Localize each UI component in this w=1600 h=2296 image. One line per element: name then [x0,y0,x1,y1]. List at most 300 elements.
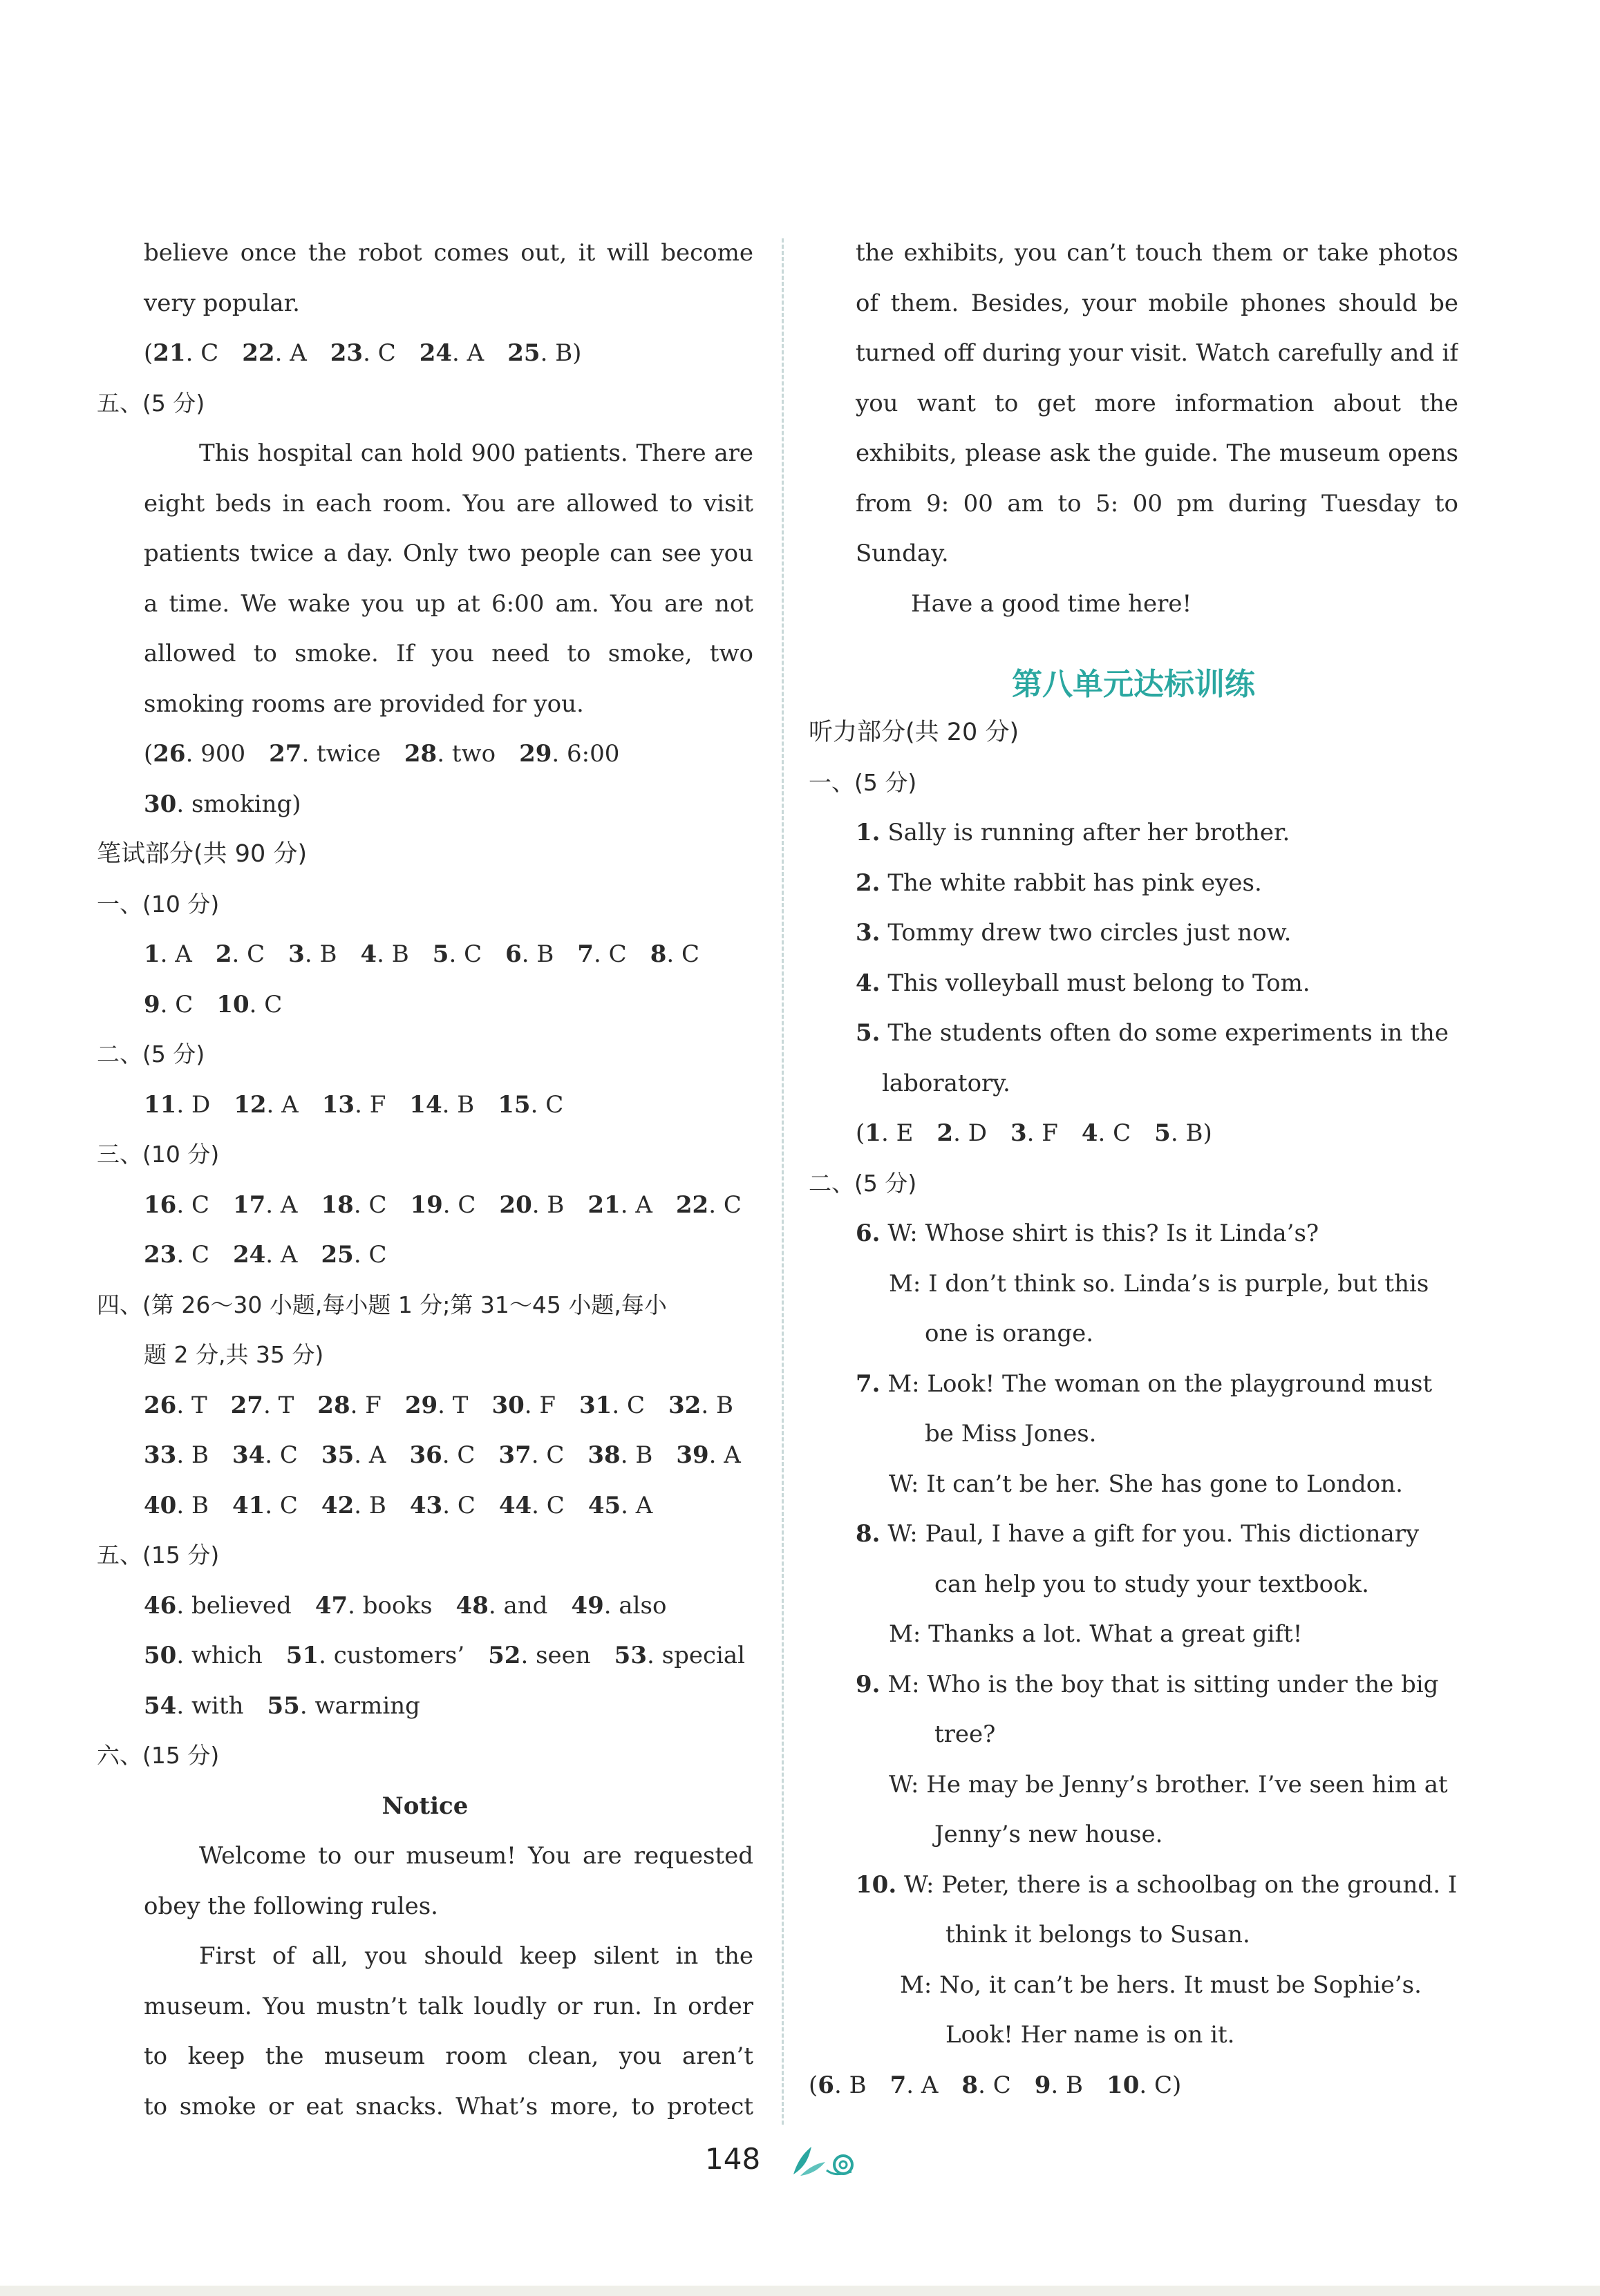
answer-value: C [175,990,194,1018]
answer-number: 41 [232,1491,265,1519]
dialogue-line: tree? [934,1720,996,1748]
answer-number: 5 [1154,1119,1171,1147]
answer-value: D [191,1090,211,1119]
answer-item: 4. B [360,940,409,968]
text-line: believe once the robot comes out, it will become [144,239,753,267]
answer-row [97,1681,753,1732]
answer-value: C [279,1441,298,1469]
answer-item: 48. and [455,1591,548,1620]
answer-item: 8. C [650,940,699,968]
answer-value: C [992,2071,1011,2099]
answer-item: 37. C [498,1441,565,1469]
answer-number: 50 [144,1642,177,1669]
answer-value: 900 [200,740,246,768]
text-line: Have a good time here! [911,589,1192,618]
answer-value: B [391,940,409,968]
section-header: 二、(5 分) [809,1169,917,1197]
answer-number: 26 [144,1391,177,1419]
text-line: the exhibits, you can’t touch them or take photos [856,239,1458,267]
answer-number: 29 [519,740,552,768]
answer-value: C [546,1441,565,1469]
answer-item: 14. B [409,1090,475,1119]
answer-value: B [191,1491,209,1519]
text-line: you want to get more information about the [856,389,1458,417]
text-line: This hospital can hold 900 patients. There are [199,439,753,467]
answer-number: 26 [153,740,186,768]
answer-number: 7 [890,2071,907,2099]
answer-number: 10 [1107,2071,1140,2099]
answer-item: 41. C [232,1491,298,1519]
answer-number: 3 [1010,1119,1027,1147]
answer-number: 21 [587,1190,621,1219]
answer-value: C [681,940,699,968]
answer-item: 30. F [491,1391,556,1419]
answer-value: C [368,1190,387,1219]
answer-number: 34 [232,1441,265,1469]
answer-number: 23 [144,1241,177,1269]
answer-row [97,1381,753,1431]
answer-item: 10. C) [1107,2071,1182,2099]
answer-value: twice [317,740,381,768]
answer-item: 2. D [937,1119,987,1147]
answer-row: (1. E 2. D 3. F 4. C 5. B) [809,1108,1458,1159]
answer-item: 53. special [614,1642,746,1669]
answer-row [97,1180,753,1231]
answer-number: 20 [499,1190,532,1219]
answer-value: two [451,740,496,768]
answer-value: A [368,1441,386,1469]
dialogue-line: think it belongs to Susan. [945,1921,1250,1948]
answer-value: C [545,1090,564,1119]
answer-value: C [1113,1119,1131,1147]
answer-value: C [191,1190,209,1219]
answer-item: 21. A [587,1190,652,1219]
answer-number: 54 [144,1691,177,1720]
answer-number: 25 [321,1241,354,1269]
answer-number: 18 [321,1190,354,1219]
answer-number: 4 [360,940,377,968]
answer-number: 52 [488,1642,521,1669]
answer-value: C [191,1241,209,1269]
answer-item: 23. C [330,339,396,367]
answer-item: 11. D [144,1090,211,1119]
answer-value: T [278,1391,294,1419]
listening-item: 1. Sally is running after her brother. [856,819,1290,846]
leaf-logo-icon [788,2140,864,2181]
dialogue-line: 7. M: Look! The woman on the playground must [856,1369,1433,1398]
answer-value: A [290,339,307,367]
answer-item: 19. C [410,1190,476,1219]
answer-row: 30. smoking) [144,790,301,818]
answer-list [153,339,581,367]
answer-item: 17. A [232,1190,298,1219]
answer-value: C [457,1491,476,1519]
answer-number: 7 [577,940,594,968]
section-header: 六、(15 分) [97,1742,220,1769]
answer-item: 29. T [404,1391,469,1419]
answer-value: F [539,1391,556,1419]
answer-item: 46. believed [144,1591,292,1620]
answer-item: 26. T [144,1391,207,1419]
text-line: to smoke or eat snacks. What’s more, to protect [144,2092,753,2121]
answer-item: 25. B) [507,339,582,367]
answer-number: 28 [317,1391,350,1419]
dialogue-line: 9. M: Who is the boy that is sitting under the big [856,1670,1439,1698]
answer-item: 28. F [317,1391,382,1419]
answer-item: 10. C [216,990,283,1018]
unit-title: 第八单元达标训练 [1012,667,1255,702]
answer-row: (26. 900 27. twice 28. two 29. 6:00 [97,729,753,779]
answer-value: customers’ [333,1642,465,1669]
text-line: to keep the museum room clean, you aren’t [144,2042,753,2070]
answer-item: 9. B [1034,2071,1084,2099]
answer-number: 3 [288,940,305,968]
answer-number: 8 [961,2071,979,2099]
answer-value: which [191,1642,263,1669]
answer-value: F [369,1090,386,1119]
answer-number: 1 [144,940,160,968]
answer-number: 17 [232,1190,266,1219]
answer-list [865,1119,1212,1147]
answer-item: 16. C [144,1190,209,1219]
answer-number: 30 [491,1391,525,1419]
answer-number: 28 [404,740,437,768]
listening-item: 2. The white rabbit has pink eyes. [856,869,1262,897]
answer-item: 25. C [321,1241,387,1269]
answer-item: 5. C [432,940,482,968]
dialogue-line: 6. W: Whose shirt is this? Is it Linda’s? [856,1220,1319,1247]
answer-value: seen [536,1642,591,1669]
answer-item: 33. B [144,1441,209,1469]
answer-value: A [635,1190,652,1219]
answer-item: 15. C [498,1090,564,1119]
answer-item: 22. A [242,339,307,367]
text-line: Sunday. [856,540,949,567]
answer-item: 9. C [144,990,194,1018]
answer-item: 20. B [499,1190,565,1219]
listening-item: 5. The students often do some experiments in the [856,1019,1449,1047]
answer-value: A [280,1190,298,1219]
answer-item: 28. two [404,740,496,768]
answer-value: B [635,1441,653,1469]
answer-item: 43. C [409,1491,476,1519]
answer-number: 16 [144,1190,177,1219]
answer-value: A [280,1241,298,1269]
answer-item: 23. C [144,1241,209,1269]
answer-item: 26. 900 [153,740,246,768]
answer-item: 12. A [234,1090,299,1119]
answer-value: A [467,339,484,367]
answer-item: 1. A [144,940,192,968]
answer-item: 5. B) [1154,1119,1212,1147]
dialogue-line: W: He may be Jenny’s brother. I’ve seen him at [889,1770,1448,1799]
section-header: 一、(5 分) [809,768,917,796]
section-header: 一、(10 分) [97,890,220,918]
answer-value: T [191,1391,207,1419]
answer-list [153,740,619,768]
listening-item: 3. Tommy drew two circles just now. [856,919,1292,947]
section-header-cont: 题 2 分,共 35 分) [144,1341,324,1368]
answer-item: 24. A [419,339,484,367]
answer-value: special [661,1642,746,1669]
answer-value: C [546,1491,565,1519]
answer-number: 48 [455,1591,489,1620]
answer-item: 50. which [144,1642,263,1669]
answer-value: books [362,1591,433,1620]
column-divider [782,238,784,2125]
answer-value: A [724,1441,741,1469]
answer-item: 36. C [409,1441,476,1469]
answer-item: 45. A [587,1491,653,1519]
answer-item: 7. A [890,2071,939,2099]
answer-value: E [896,1119,914,1147]
answer-value: C [279,1491,298,1519]
text-line: of them. Besides, your mobile phones should be [856,289,1458,317]
answer-number: 44 [498,1491,532,1519]
answer-row [97,1581,753,1631]
answer-value: A [281,1090,299,1119]
section-header: 四、(第 26～30 小题,每小题 1 分;第 31～45 小题,每小 [97,1291,667,1318]
answer-number: 37 [498,1441,531,1469]
answer-value: F [365,1391,382,1419]
answer-value: A [921,2071,939,2099]
answer-value: with [191,1691,244,1720]
answer-row [97,1430,753,1481]
text-line: eight beds in each room. You are allowed to visit [144,489,753,518]
answer-number: 1 [865,1119,881,1147]
answer-item: 27. twice [269,740,381,768]
text-line: allowed to smoke. If you need to smoke, two [144,640,753,667]
answer-value: C [626,1391,645,1419]
answer-item: 35. A [321,1441,386,1469]
answer-value: 6:00 [567,740,620,768]
answer-value: warming [314,1691,420,1720]
text-line: laboratory. [882,1069,1010,1097]
text-line: from 9: 00 am to 5: 00 pm during Tuesday to [856,489,1458,518]
answer-number: 22 [242,339,275,367]
text-line: First of all, you should keep silent in the [199,1942,753,1970]
answer-item: 24. A [232,1241,298,1269]
answer-row: (6. B 7. A 8. C 9. B 10. C) [809,2060,1458,2111]
dialogue-line: 8. W: Paul, I have a gift for you. This dictionary [856,1520,1420,1548]
answer-value: C [247,940,265,968]
answer-value: B [319,940,337,968]
text-line: exhibits, please ask the guide. The museum opens [856,439,1458,467]
answer-value: C) [1154,2071,1182,2099]
text-line: very popular. [144,289,300,317]
answer-value: and [503,1591,548,1620]
answer-number: 42 [321,1491,355,1519]
part-header: 听力部分(共 20 分) [809,719,1019,746]
answer-value: B [547,1190,565,1219]
answer-number: 49 [571,1591,604,1620]
answer-item: 7. C [577,940,627,968]
answer-item: 22. C [675,1190,742,1219]
answer-value: A [635,1491,653,1519]
answer-value: T [452,1391,469,1419]
answer-item: 6. B [505,940,554,968]
answer-value: F [1042,1119,1058,1147]
answer-value: C [458,1190,476,1219]
answer-number: 45 [587,1491,621,1519]
answer-value: C [264,990,283,1018]
answer-value: A [175,940,192,968]
answer-number: 24 [419,339,453,367]
page-number: 148 [705,2142,761,2176]
text-line: turned off during your visit. Watch carefully and if [856,339,1458,367]
listening-item: 4. This volleyball must belong to Tom. [856,969,1310,997]
answer-item: 38. B [587,1441,653,1469]
answer-row [97,1230,753,1280]
section-header: 五、(15 分) [97,1541,220,1568]
answer-value: B [1066,2071,1084,2099]
answer-row [97,980,753,1030]
answer-number: 5 [432,940,449,968]
dialogue-line: M: Thanks a lot. What a great gift! [889,1620,1303,1648]
answer-number: 23 [330,339,364,367]
dialogue-line: 10. W: Peter, there is a schoolbag on the ground. I [856,1870,1458,1899]
answer-number: 39 [676,1441,709,1469]
right-column [809,228,1458,2110]
answer-value: also [619,1591,667,1620]
answer-value: believed [191,1591,292,1620]
answer-number: 8 [650,940,667,968]
answer-number: 31 [579,1391,612,1419]
answer-item: 21. C [153,339,219,367]
section-header: 三、(10 分) [97,1141,220,1168]
answer-number: 10 [216,990,250,1018]
text-line: Welcome to our museum! You are requested [199,1842,753,1870]
answer-number: 4 [1081,1119,1098,1147]
answer-number: 36 [409,1441,442,1469]
left-column [97,228,753,2132]
part-header: 笔试部分(共 90 分) [97,840,308,868]
answer-value: B) [555,339,582,367]
answer-item: 27. T [230,1391,294,1419]
answer-number: 38 [587,1441,621,1469]
bottom-edge [0,2286,1600,2296]
answer-value: C [368,1241,387,1269]
answer-number: 53 [614,1642,647,1669]
answer-value: C [377,339,396,367]
answer-number: 13 [321,1090,355,1119]
answer-item: 32. B [668,1391,733,1419]
answer-number: 19 [410,1190,443,1219]
answer-value: B [368,1491,386,1519]
answer-number: 24 [232,1241,266,1269]
answer-value: B [191,1441,209,1469]
answer-value: B [536,940,554,968]
answer-row: (21. C 22. A 23. C 24. A 25. B) [97,328,753,379]
text-line: smoking rooms are provided for you. [144,690,584,718]
answer-value: C [457,1441,476,1469]
dialogue-line: one is orange. [925,1320,1094,1347]
answer-item: 29. 6:00 [519,740,620,768]
dialogue-line: can help you to study your textbook. [934,1570,1369,1598]
answer-number: 46 [144,1591,177,1620]
answer-item: 34. C [232,1441,298,1469]
answer-value: C [464,940,482,968]
answer-item: 13. F [321,1090,386,1119]
answer-number: 35 [321,1441,355,1469]
answer-item: 31. C [579,1391,645,1419]
section-header: 五、(5 分) [97,389,205,417]
answer-row [97,1481,753,1531]
answer-value: C [608,940,627,968]
answer-number: 47 [314,1591,348,1620]
answer-value: C [200,339,219,367]
answer-number: 27 [269,740,302,768]
answer-value: B) [1185,1119,1212,1147]
answer-number: 6 [818,2071,834,2099]
answer-item: 54. with [144,1691,244,1720]
answer-list [818,2071,1181,2099]
answer-item: 2. C [215,940,265,968]
answer-number: 15 [498,1090,531,1119]
answer-item: 47. books [314,1591,433,1620]
answer-item: 3. B [288,940,337,968]
answer-row [97,1080,753,1130]
answer-item: 42. B [321,1491,386,1519]
dialogue-line: W: It can’t be her. She has gone to London. [889,1470,1403,1498]
dialogue-line: be Miss Jones. [925,1420,1097,1448]
dialogue-line: M: I don’t think so. Linda’s is purple, but this [889,1269,1429,1298]
answer-number: 9 [1034,2071,1051,2099]
answer-row [97,929,753,980]
text-line: obey the following rules. [144,1892,438,1920]
answer-item: 40. B [144,1491,209,1519]
answer-number: 40 [144,1491,177,1519]
section-header: 二、(5 分) [97,1041,205,1068]
answer-value: C [723,1190,742,1219]
answer-number: 11 [144,1090,177,1119]
answer-number: 55 [267,1691,300,1720]
answer-value: B [457,1090,475,1119]
answer-item: 39. A [676,1441,741,1469]
answer-item: 4. C [1081,1119,1131,1147]
dialogue-line: M: No, it can’t be hers. It must be Sophie’s. [900,1971,1422,1999]
text-line: museum. You mustn’t talk loudly or run. In order [144,1992,753,2020]
answer-item: 8. C [961,2071,1011,2099]
answer-item: 55. warming [267,1691,420,1720]
notice-title: Notice [382,1792,469,1820]
answer-number: 9 [144,990,160,1018]
answer-item: 49. also [571,1591,667,1620]
answer-number: 51 [285,1642,319,1669]
answer-number: 33 [144,1441,177,1469]
dialogue-line: Jenny’s new house. [934,1821,1163,1848]
answer-item: 1. E [865,1119,914,1147]
answer-value: D [968,1119,987,1147]
answer-item: 3. F [1010,1119,1058,1147]
page-footer [705,2138,912,2187]
answer-number: 22 [675,1190,709,1219]
answer-number: 6 [505,940,522,968]
answer-row [97,1631,753,1681]
answer-number: 25 [507,339,540,367]
answer-item: 52. seen [488,1642,591,1669]
answer-number: 29 [404,1391,438,1419]
answer-number: 32 [668,1391,702,1419]
text-line: a time. We wake you up at 6:00 am. You are not [144,589,753,618]
answer-number: 2 [215,940,232,968]
answer-item: 6. B [818,2071,867,2099]
text-line: patients twice a day. Only two people can see you [144,540,753,567]
answer-number: 14 [409,1090,442,1119]
answer-number: 43 [409,1491,443,1519]
answer-number: 21 [153,339,186,367]
answer-number: 12 [234,1090,267,1119]
